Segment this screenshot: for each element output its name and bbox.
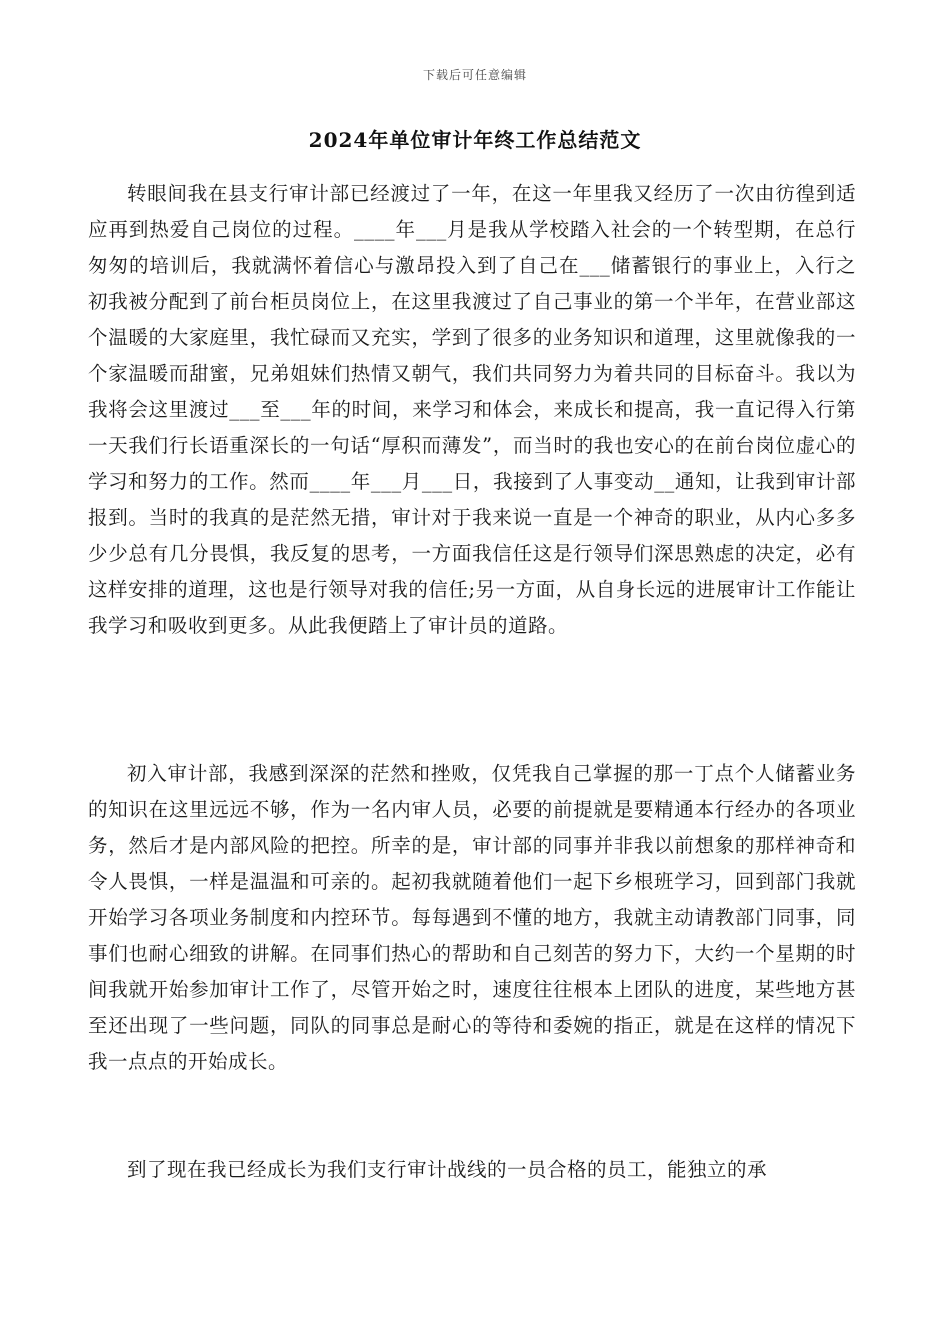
document-title: 2024年单位审计年终工作总结范文 [308,128,642,152]
header-note: 下载后可任意编辑 [422,68,527,82]
body-paragraph-1: 转眼间我在县支行审计部已经渡过了一年，在这一年里我又经历了一次由彷徨到适应再到热爱自己岗位的过程。____年___月是我从学校踏入社会的一个转型期，在总行匆匆的培训后，我就满怀着信心与激昂投入到了自己在___储蓄银行的事业上，入行之初我被分配到了前台柜员岗位上，在这里我渡过了自己事业的第一个半年，在营业部这个温暖的大家庭里，我忙碌而又充实，学到了很多的业务知识和道理，这里就像我的一个家温暖而甜蜜，兄弟姐妹们热情又朝气，我们共同努力为着共同的目标奋斗。我以为我将会这里渡过___至___年的时间，来学习和体会，来成长和提高，我一直记得入行第一天我们行长语重深长的一句话“厚积而薄发”，而当时的我也安心的在前台岗位虚心的学习和努力的工作。然而____年___月___日，我接到了人事变动__通知，让我到审计部报到。当时的我真的是茫然无措，审计对于我来说一直是一个神奇的职业，从内心多多少少总有几分畏惧，我反复的思考，一方面我信任这是行领导们深思熟虑的决定，必有这样安排的道理，这也是行领导对我的信任;另一方面，从自身长远的进展审计工作能让我学习和吸收到更多。从此我便踏上了审计员的道路。 [88,182,856,637]
body-paragraph-2: 初入审计部，我感到深深的茫然和挫败，仅凭我自己掌握的那一丁点个人储蓄业务的知识在这里远远不够，作为一名内审人员，必要的前提就是要精通本行经办的各项业务，然后才是内部风险的把控。所幸的是，审计部的同事并非我以前想象的那样神奇和令人畏惧，一样是温温和可亲的。起初我就随着他们一起下乡根班学习，回到部门我就开始学习各项业务制度和内控环节。每每遇到不懂的地方，我就主动请教部门同事，同事们也耐心细致的讲解。在同事们热心的帮助和自己刻苦的努力下，大约一个星期的时间我就开始参加审计工作了，尽管开始之时，速度往往根本上团队的进度，某些地方甚至还出现了一些问题，同队的同事总是耐心的等待和委婉的指正，就是在这样的情况下我一点点的开始成长。 [88,762,856,1073]
body-paragraph-3: 到了现在我已经成长为我们支行审计战线的一员合格的员工，能独立的承 [127,1158,768,1181]
